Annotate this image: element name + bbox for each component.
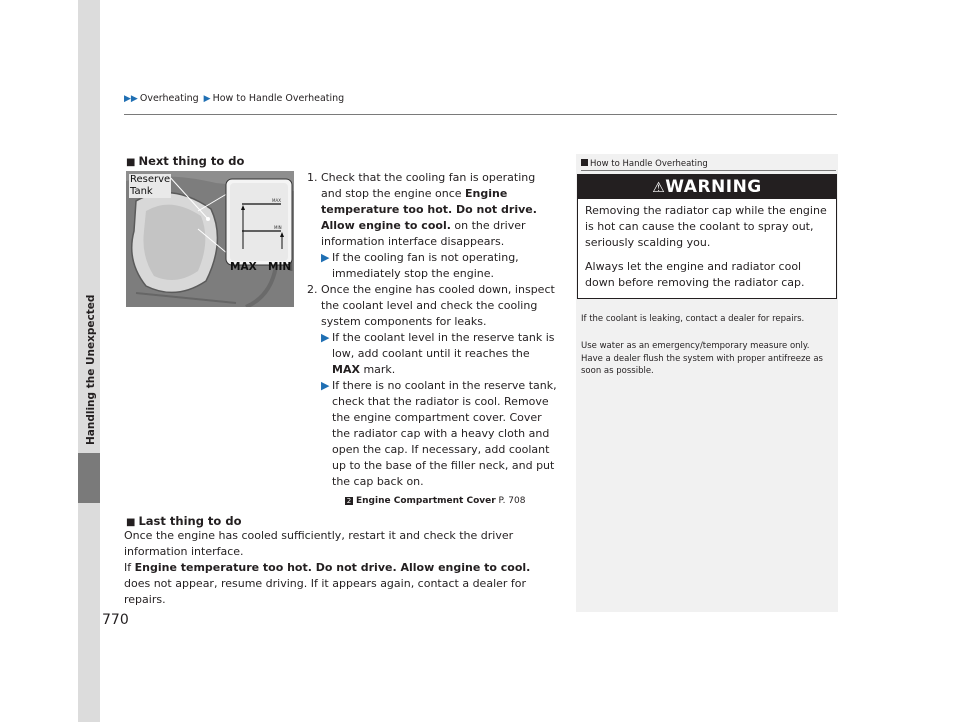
warning-triangle-icon: ⚠ (652, 180, 666, 196)
note-water: Use water as an emergency/temporary measure only. Have a dealer flush the system with proper antifreeze as soon as possible. (581, 341, 823, 376)
note-icon (581, 159, 588, 166)
note-leak: If the coolant is leaking, contact a dealer for repairs. (581, 314, 805, 324)
breadcrumb (124, 93, 346, 104)
warning-text: Removing the radiator cap while the engine is hot can cause the coolant to spray out, seriously scalding you. Always let the engine and radiator cool down before removing the radiator cap. (585, 204, 827, 289)
breadcrumb-arrow-icon: ▶▶ (124, 94, 138, 104)
section-heading: ■ Last thing to do (126, 514, 242, 528)
breadcrumb-arrow-icon: ▶ (203, 94, 211, 104)
reserve-tank-figure (126, 171, 294, 307)
header-rule (124, 114, 837, 115)
square-bullet-icon: ■ (126, 517, 136, 528)
steps-list (307, 170, 559, 509)
square-bullet-icon: ■ (126, 157, 136, 168)
step-2-sub-1: ▶ If the coolant level in the reserve tank is low, add coolant until it reaches the MAX mark. (321, 331, 555, 376)
last-section-text: Once the engine has cooled sufficiently, restart it and check the driver information interface. If Engine temperature too hot. Do not drive. Allow engine to cool. does not appear, resume driving. If it appears again, contact a dealer for repairs. (124, 529, 531, 606)
breadcrumb-item[interactable]: How to Handle Overheating (212, 93, 345, 104)
reference-icon: 2 (346, 497, 352, 505)
step-2: 2. Once the engine has cooled down, inspect the coolant level and check the cooling system components for leaks. ▶ If the coolant level in the reserve tank is low, add coolant until it reaches the MAX mark. ▶ If there is no coolant in the reserve tank, check that the radiator is cool. Remove the engine compartment cover. Cover the radiator cap with a heavy cloth and open the cap. If necessary, add coolant up to the base of the filler neck, and put the cap back on. 2 Engine Compartment Cover P. 708 (307, 282, 559, 509)
svg-text:MIN: MIN (274, 225, 282, 230)
page-number: 770 (102, 612, 129, 628)
min-label: MIN (268, 261, 292, 273)
panel-rule (581, 170, 836, 171)
reserve-tank-label: Reserve Tank (130, 174, 171, 197)
step-1-sub: ▶ If the cooling fan is not operating, immediately stop the engine. (321, 251, 519, 280)
arrow-bullet-icon: ▶ (321, 251, 330, 264)
max-label: MAX (230, 261, 257, 273)
warning-header: ⚠WARNING (578, 175, 836, 199)
breadcrumb-item[interactable]: Overheating (139, 93, 199, 104)
arrow-bullet-icon: ▶ (321, 379, 330, 392)
chapter-title: Handling the Unexpected (85, 294, 97, 445)
side-tab-marker (78, 453, 100, 503)
step-1: 1. Check that the cooling fan is operating and stop the engine once Engine temperature too hot. Do not drive. Allow engine to cool. on the driver information interface disappears. ▶ If the cooling fan is not operating, immediately stop the engine. (307, 170, 559, 282)
svg-text:MAX: MAX (272, 198, 281, 203)
section-heading: ■ Next thing to do (126, 154, 245, 168)
cross-reference-link[interactable]: 2 Engine Compartment Cover P. 708 (346, 496, 526, 506)
panel-title: How to Handle Overheating (581, 159, 708, 169)
arrow-bullet-icon: ▶ (321, 331, 330, 344)
step-2-sub-2: ▶ If there is no coolant in the reserve tank, check that the radiator is cool. Remove the engine compartment cover. Cover the radiator cap with a heavy cloth and open the cap. If necessary, add coolant up to the base of the filler neck, and put the cap back on. (321, 379, 557, 488)
